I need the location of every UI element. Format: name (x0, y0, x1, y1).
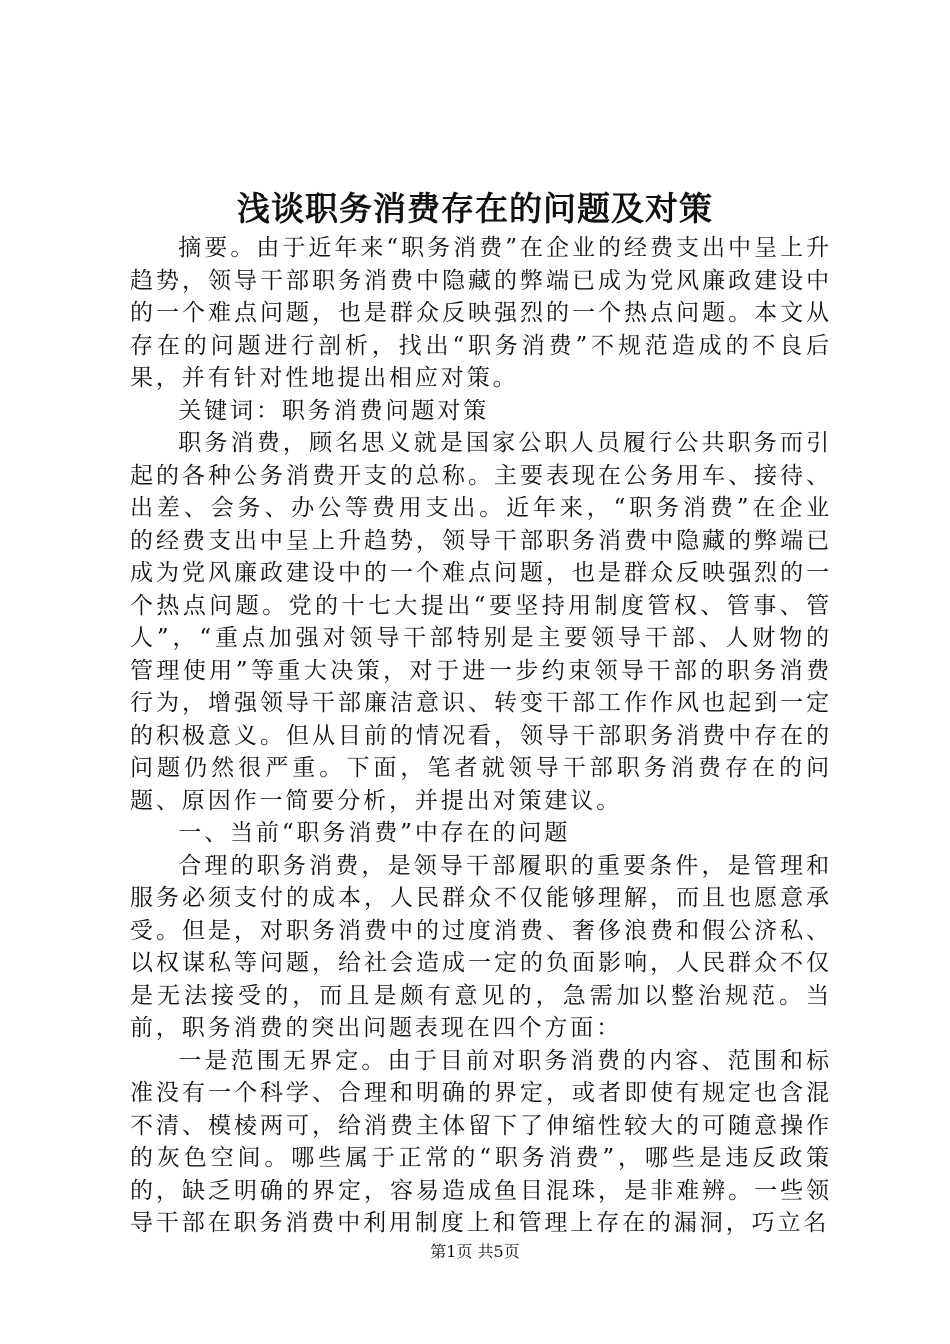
document-body (130, 232, 832, 1240)
body-paragraph: 合理的职务消费，是领导干部履职的重要条件，是管理和服务必须支付的成本，人民群众不仅能够理解，而且也愿意承受。但是，对职务消费中的过度消费、奢侈浪费和假公济私、以权谋私等问题，给社会造成一定的负面影响，人民群众不仅是无法接受的，而且是颇有意见的，急需加以整治规范。当前，职务消费的突出问题表现在四个方面： (130, 852, 832, 1041)
section-heading: 一、当前“职务消费”中存在的问题 (178, 820, 571, 846)
intro-paragraph: 职务消费，顾名思义就是国家公职人员履行公共职务而引起的各种公务消费开支的总称。主要表现在公务用车、接待、出差、会务、办公等费用支出。近年来，“职务消费”在企业的经费支出中呈上升趋势，领导干部职务消费中隐藏的弊端已成为党风廉政建设中的一个难点问题，也是群众反映强烈的一个热点问题。党的十七大提出“要坚持用制度管权、管事、管人”，“重点加强对领导干部特别是主要领导干部、人财物的管理使用”等重大决策，对于进一步约束领导干部的职务消费行为，增强领导干部廉洁意识、转变干部工作作风也起到一定的积极意义。但从目前的情况看，领导干部职务消费中存在的问题仍然很严重。下面，笔者就领导干部职务消费存在的问题、原因作一简要分析，并提出对策建议。 (130, 430, 832, 814)
page-number-footer: 第1页 共5页 (430, 1242, 520, 1261)
keywords-paragraph: 关键词：职务消费问题对策 (178, 397, 490, 424)
abstract-paragraph: 摘要。由于近年来“职务消费”在企业的经费支出中呈上升趋势，领导干部职务消费中隐藏的弊端已成为党风廉政建设中的一个难点问题，也是群众反映强烈的一个热点问题。本文从存在的问题进行剖析，找出“职务消费”不规范造成的不良后果，并有针对性地提出相应对策。 (130, 235, 832, 391)
document-title: 浅谈职务消费存在的问题及对策 (237, 189, 713, 228)
body-paragraph: 一是范围无界定。由于目前对职务消费的内容、范围和标准没有一个科学、合理和明确的界定，或者即使有规定也含混不清、模棱两可，给消费主体留下了伸缩性较大的可随意操作的灰色空间。哪些属于正常的“职务消费”，哪些是违反政策的，缺乏明确的界定，容易造成鱼目混珠，是非难辨。一些领导干部在职务消费中利用制度上和管理上存在的漏洞，巧立名 (130, 1047, 832, 1236)
